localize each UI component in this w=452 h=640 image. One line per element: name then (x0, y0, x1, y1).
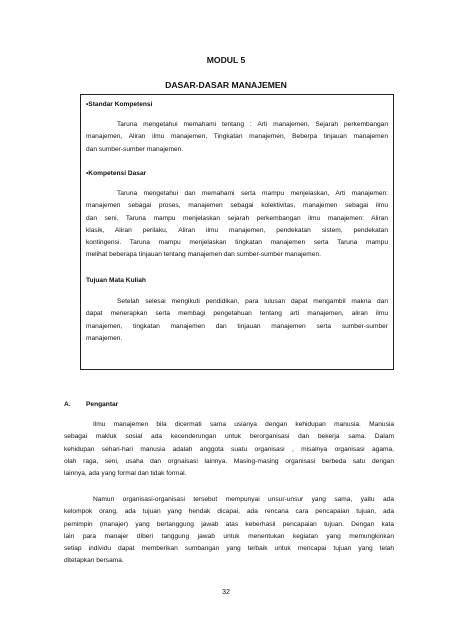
kompetensi-dasar-heading: •Kompetensi Dasar (86, 170, 147, 177)
text-line: Taruna mengetahui memahami tentang : Arti manajemen, Sejarah perkembangan (117, 121, 388, 128)
chapter-title: DASAR-DASAR MANAJEMEN (165, 80, 287, 90)
section-number: A. (64, 401, 71, 408)
tujuan-text (86, 296, 388, 345)
standar-kompetensi-heading: •Standar Kompetensi (86, 101, 153, 108)
text-line: kehidupan sehari-hari manusia adalah anggota suatu organisasi , misalnya organisasi agama, (64, 445, 394, 453)
text-line: Namun organisasi-organisasi tersebut mempunyai unsur-unsur yang sama, yaitu ada (93, 496, 394, 503)
text-line: manajemen, Aliran ilmu manajemen, Tingkatan manajemen, Beberpa tinjauan manajemen (86, 133, 388, 141)
text-line: ditetapkan bersama. (64, 557, 124, 565)
text-line: manajemen sebagai proses, manajemen sebagai kolektivitas, manajemen sebagai ilmu (86, 202, 388, 210)
text-line: sebagai makluk sosial ada kecenderungan untuk berorganisasi dan bekerja sama. Dalam (64, 433, 394, 441)
tujuan-heading: Tujuan Mata Kuliah (86, 277, 146, 284)
text-line: klasik, Aliran perilaku, Aliran ilmu manajemen, pendekatan sistem, pendekatan (86, 226, 388, 234)
text-line: melihat beberapa tinjauan tentang manajemen dan sumber-sumber manajemen. (86, 251, 321, 259)
module-title: MODUL 5 (206, 55, 246, 65)
text-line: Taruna mengetahui dan memahami serta mampu menjelaskan, Arti manajemen: (117, 190, 388, 197)
text-line: manajemen, tingkatan manajemen dan tinjauan manajemen serta sumber-sumber (86, 322, 388, 330)
text-line: pemimpin (manajer) yang bertanggung jawab atas keberhasil pencapaian tujuan. Dengan kata (64, 520, 394, 528)
text-line: kontingensi. Taruna mampu menjelaskan tingkatan manajemen serta Taruna mampu (86, 239, 388, 247)
standar-kompetensi-text (86, 119, 388, 156)
text-line: Setelah selesai mengikuti pendidikan, para lulusan dapat mengambil makna dan (117, 298, 388, 305)
text-line: lainnya, ada yang formal dan tidak formal. (64, 470, 187, 478)
text-line: dan sumber-sumber manajemen. (86, 145, 184, 153)
text-line: lain para manajer diberi tanggung jawab untuk menentukan kegiatan yang memungkinkan (64, 532, 394, 540)
text-line: dan seni. Taruna mampu menjelaskan sejarah perkembangan ilmu manajemen: Aliran (86, 214, 388, 222)
text-line: Ilmu manajemen bila dicermati sama usianya dengan kehidupan manusia. Manusia (93, 421, 394, 428)
text-line: manajemen. (86, 334, 123, 342)
text-line: dapat menerapkan serta membagi pengetahuan tentang arti manajemen, aliran ilmu (86, 310, 388, 318)
pengantar-paragraph-1 (64, 419, 394, 480)
text-line: olah raga, seni, usaha dan orgnaisasi lainnya. Masing-masing organisasi berbeda satu dengan (64, 457, 394, 465)
pengantar-paragraph-2 (64, 494, 394, 568)
kompetensi-dasar-text (86, 188, 388, 262)
text-line: setiap individu dapat memberikan sumbangan yang terbaik untuk mencapai tujuan yang telah (64, 545, 394, 553)
text-line: kelompok orang, ada tujuan yang hendak dicapai, ada rencana cara pencapaian tujuan, ada (64, 508, 394, 516)
page-number: 32 (222, 589, 230, 596)
section-title: Pengantar (86, 401, 119, 408)
